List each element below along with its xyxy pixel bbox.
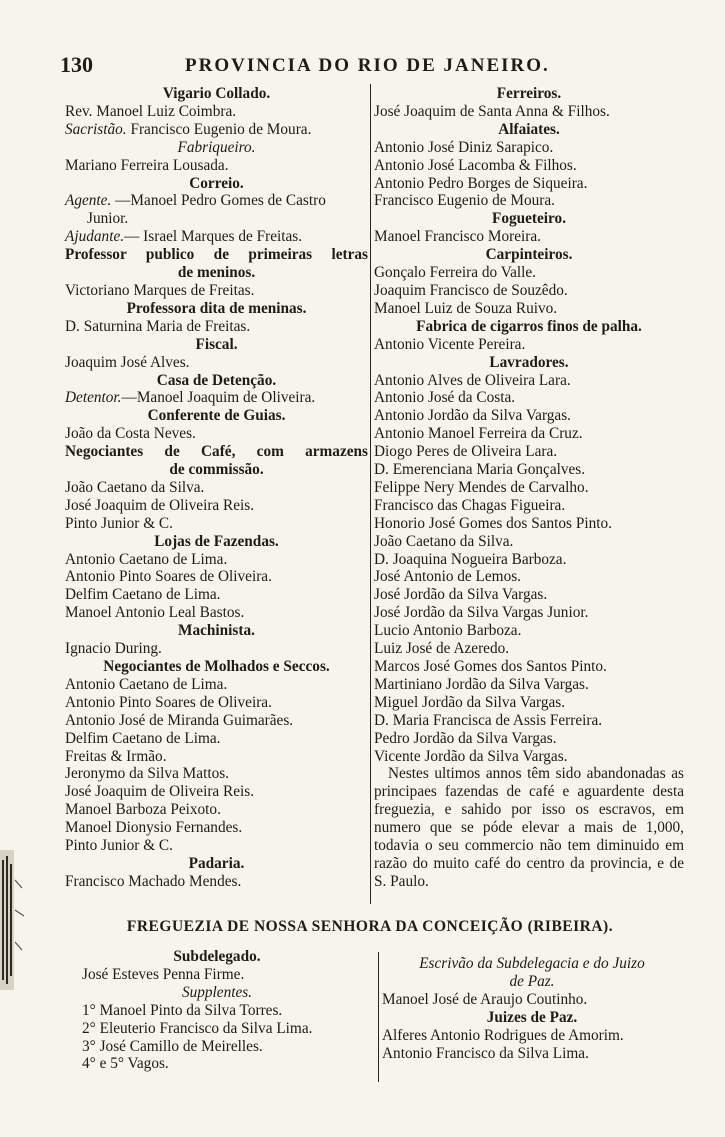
list-item: Antonio José de Miranda Guimarães. <box>65 711 294 729</box>
entry-fogueteiro: Manoel Francisco Moreira. <box>374 228 541 246</box>
list-item: Manoel Antonio Leal Bastos. <box>65 604 245 622</box>
entry-ajudante <box>65 228 368 246</box>
list-item: Antonio Caetano de Lima. <box>65 550 228 568</box>
label-sacristao: Sacristão. <box>65 120 127 138</box>
list-item: Antonio José Lacomba & Filhos. <box>374 156 577 174</box>
list-item <box>82 1020 352 1038</box>
entry-professora: D. Saturnina Maria de Freitas. <box>65 317 251 335</box>
list-item: Antonio Jordão da Silva Vargas. <box>374 407 571 425</box>
heading-lavradores: Lavradores. <box>489 353 569 371</box>
list-item: Antonio Pinto Soares de Oliveira. <box>65 568 272 586</box>
heading-vigario: Vigario Collado. <box>162 85 271 102</box>
name-sacristao: Francisco Eugenio de Moura. <box>130 120 312 138</box>
ordinal: 3° <box>82 1037 96 1055</box>
list-item: José Jordão da Silva Vargas Junior. <box>374 604 589 622</box>
name-agente: —Manoel Pedro Gomes de Castro <box>115 192 326 210</box>
entry-fabriqueiro: Mariano Ferreira Lousada. <box>65 156 229 174</box>
list-item: Manoel Barboza Peixoto. <box>65 801 221 819</box>
list-item <box>82 1038 352 1056</box>
section-title: FREGUEZIA DE NOSSA SENHORA DA CONCEIÇÃO (RIBEIRA). <box>126 918 614 935</box>
entry-agente-cont: Junior. <box>87 210 129 228</box>
page-number: 130 <box>60 52 93 77</box>
heading-lojas: Lojas de Fazendas. <box>154 532 279 550</box>
ordinal: 2° <box>82 1019 96 1037</box>
name-detentor: —Manoel Joaquim de Oliveira. <box>121 389 316 407</box>
heading-neg-cafe-2: de commissão. <box>169 461 264 479</box>
list-item: Joaquim Francisco de Souzêdo. <box>374 281 568 299</box>
supplente-name: Eleuterio Francisco da Silva Lima. <box>99 1019 313 1037</box>
entry-padaria: Francisco Machado Mendes. <box>65 872 242 890</box>
heading-juizes: Juizes de Paz. <box>486 1008 578 1026</box>
list-item: João Caetano da Silva. <box>374 532 514 550</box>
list-item: Antonio Caetano de Lima. <box>65 675 228 693</box>
heading-fogueteiro: Fogueteiro. <box>491 210 567 228</box>
supplente-name: José Camillo de Meirelles. <box>99 1037 263 1055</box>
heading-machinista: Machinista. <box>178 622 255 640</box>
list-item: D. Maria Francisca de Assis Ferreira. <box>374 711 603 729</box>
entry-guias: João da Costa Neves. <box>65 425 196 443</box>
entry-machinista: Ignacio During. <box>65 640 162 658</box>
entry-agente <box>65 192 368 210</box>
list-item <box>82 1002 352 1020</box>
list-item: Manoel Dionysio Fernandes. <box>65 819 243 837</box>
list-item: Antonio José da Costa. <box>374 389 516 407</box>
lower-column-divider <box>378 952 379 1082</box>
list-item: Luiz José de Azeredo. <box>374 640 510 658</box>
label-escrivao-2: de Paz. <box>509 972 555 990</box>
list-item: Francisco Eugenio de Moura. <box>374 192 555 210</box>
label-ajudante: Ajudante. <box>65 228 125 246</box>
heading-professor-2: de meninos. <box>177 264 256 282</box>
heading-detencao: Casa de Detenção. <box>156 371 277 389</box>
entry-escrivao: Manoel José de Araujo Coutinho. <box>382 990 588 1008</box>
supplente-name: Manoel Pinto da Silva Torres. <box>99 1001 283 1019</box>
list-item: Diogo Peres de Oliveira Lara. <box>374 443 558 461</box>
list-item: Pinto Junior & C. <box>65 514 173 532</box>
name-ajudante: — Israel Marques de Freitas. <box>124 228 303 246</box>
list-item: Felippe Nery Mendes de Carvalho. <box>374 478 589 496</box>
list-item: Honorio José Gomes dos Santos Pinto. <box>374 514 612 532</box>
list-item: Lucio Antonio Barboza. <box>374 622 522 640</box>
list-item <box>82 1055 352 1073</box>
heading-alfaiates: Alfaiates. <box>498 120 560 138</box>
label-agente: Agente. <box>65 192 112 210</box>
list-item: D. Joaquina Nogueira Barboza. <box>374 550 567 568</box>
supplente-name: Vagos. <box>127 1055 169 1073</box>
page-title: PROVINCIA DO RIO DE JANEIRO. <box>185 55 550 76</box>
list-item: Pinto Junior & C. <box>65 837 173 855</box>
list-item: Gonçalo Ferreira do Valle. <box>374 264 536 282</box>
list-item: Freitas & Irmão. <box>65 747 167 765</box>
list-item: Pedro Jordão da Silva Vargas. <box>374 729 557 747</box>
right-column <box>374 85 684 891</box>
column-divider <box>370 84 371 904</box>
ordinal: 1° <box>82 1001 96 1019</box>
list-item: José Joaquim de Oliveira Reis. <box>65 783 255 801</box>
entry-fiscal: Joaquim José Alves. <box>65 353 190 371</box>
heading-professora: Professora dita de meninas. <box>126 299 307 317</box>
heading-correio: Correio. <box>189 174 244 192</box>
list-item: Alferes Antonio Rodrigues de Amorim. <box>382 1026 624 1044</box>
binding-edge <box>0 850 40 990</box>
list-item: Jeronymo da Silva Mattos. <box>65 765 230 783</box>
list-item: Miguel Jordão da Silva Vargas. <box>374 693 566 711</box>
entry-sacristao <box>65 121 368 139</box>
list-item: Manoel Luiz de Souza Ruivo. <box>374 299 558 317</box>
list-item: Francisco das Chagas Figueira. <box>374 496 566 514</box>
lower-right-column <box>382 955 682 1062</box>
list-item: João Caetano da Silva. <box>65 478 205 496</box>
entry-subdelegado: José Esteves Penna Firme. <box>82 965 245 983</box>
label-escrivao-1: Escrivão da Subdelegacia e do Juizo <box>419 955 645 972</box>
list-item: Antonio Pinto Soares de Oliveira. <box>65 693 272 711</box>
heading-neg-cafe-1: Negociantes de Café, com armazens <box>65 443 368 461</box>
list-item: Marcos José Gomes dos Santos Pinto. <box>374 658 607 675</box>
heading-molhados: Negociantes de Molhados e Seccos. <box>103 658 330 675</box>
entry-detentor <box>65 389 368 407</box>
list-item: Antonio José Diniz Sarapico. <box>374 138 554 156</box>
list-item: Delfim Caetano de Lima. <box>65 729 221 747</box>
list-item: José Antonio de Lemos. <box>374 568 522 586</box>
list-item: Antonio Alves de Oliveira Lara. <box>374 371 571 389</box>
commerce-paragraph: Nestes ultimos annos têm sido abandonadas as principaes fazendas de café e aguardente desta freguezia, e sahido por isso os escravos, em numero que se póde elevar a mais de 1,000, todavia o seu commercio não tem diminuido em razão do muito café do centro da provincia, e de S. Paulo. <box>374 765 684 890</box>
label-fabriqueiro: Fabriqueiro. <box>177 138 256 156</box>
heading-cigarros: Fabrica de cigarros finos de palha. <box>416 317 642 335</box>
list-item: Delfim Caetano de Lima. <box>65 586 221 604</box>
list-item: Martiniano Jordão da Silva Vargas. <box>374 675 589 693</box>
lower-left-column <box>82 948 352 1073</box>
label-detentor: Detentor. <box>65 389 122 407</box>
ordinal: 4° e 5° <box>82 1055 124 1073</box>
left-column <box>65 85 368 891</box>
heading-professor-1: Professor publico de primeiras letras <box>65 246 368 264</box>
list-item: José Joaquim de Oliveira Reis. <box>65 496 255 514</box>
entry-cigarros: Antonio Vicente Pereira. <box>374 335 526 353</box>
heading-guias: Conferente de Guias. <box>147 407 286 425</box>
page-header <box>60 52 680 80</box>
heading-padaria: Padaria. <box>188 854 245 872</box>
heading-ferreiros: Ferreiros. <box>496 85 562 102</box>
entry-ferreiros: José Joaquim de Santa Anna & Filhos. <box>374 102 610 120</box>
heading-fiscal: Fiscal. <box>195 335 238 353</box>
label-supplentes: Supplentes. <box>181 983 253 1001</box>
list-item: Antonio Pedro Borges de Siqueira. <box>374 174 588 192</box>
heading-carpinteiros: Carpinteiros. <box>485 246 573 264</box>
entry-vigario: Rev. Manoel Luiz Coimbra. <box>65 102 237 120</box>
heading-subdelegado: Subdelegado. <box>173 948 261 965</box>
list-item: Antonio Manoel Ferreira da Cruz. <box>374 425 583 443</box>
list-item: Antonio Francisco da Silva Lima. <box>382 1044 589 1062</box>
list-item: Vicente Jordão da Silva Vargas. <box>374 747 568 765</box>
list-item: José Jordão da Silva Vargas. <box>374 586 548 604</box>
entry-professor: Victoriano Marques de Freitas. <box>65 281 255 299</box>
list-item: D. Emerenciana Maria Gonçalves. <box>374 461 586 479</box>
